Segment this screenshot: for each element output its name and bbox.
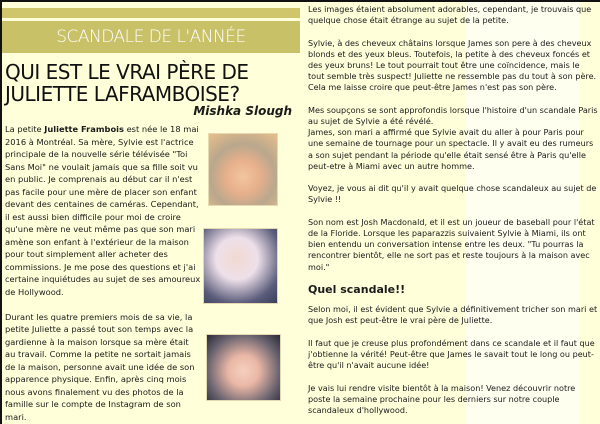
article-title: QUI EST LE VRAI PÈRE DE JULIETTE LAFRAMBOISE? [5,60,249,106]
section-banner: SCANDALE DE L'ANNÉE [2,21,300,53]
paragraph [5,123,201,298]
top-border [0,0,600,2]
paragraph: Voyez, je vous ai dit qu'il y avait quelque chose scandaleux au sujet de Sylvie !! [308,183,597,205]
text: Mes soupçons se sont approfondis lorsque l'histoire d'un scandale Paris au sujet de Sylvie a été révélé. [308,104,598,126]
baby-photo-2 [203,228,278,304]
paragraph: Il faut que je creuse plus profondément dans ce scandale et il faut que j'obtienne la vérité! Peut-être que James le savait tout le long ou peut-être qu'il n'avait aucune idée! [308,337,595,371]
paragraph: Sylvie, à des cheveux châtains lorsque James son pere à des cheveux blonds et des yeux bleus. Toutefois, la petite à des cheveux foncés et des yeux bruns! Le tout pourrait tout être une coïncidence, mais le tout semble très suspect! Juliette ne ressemble pas du tout à son père. Cela me laisse croire que peut-être James n'est pas son père. [308,37,597,93]
baby-photo-1 [208,133,278,206]
paragraph: Je vais lui rendre visite bientôt à la maison! Venez découvrir notre poste la semaine prochaine pour les derniers sur notre couple scandaleux d'hollywood. [308,382,576,415]
paragraph: Durant les quatre premiers mois de sa vie, la petite Juliette a passé tout son temps avec la gardienne à la maison lorsque sa mère était au travail. Comme la petite ne sortait jamais de la maison, personne avait une idée de son apparence physique. Enfin, après cinq mois nous avons finalement vu des photos de la famille sur le compte de Instagram de son mari. [5,311,195,422]
baby-photo-3 [206,334,281,401]
subheading: Quel scandale!! [308,283,406,296]
decorative-band [2,8,300,18]
paragraph: Son nom est Josh Macdonald, et il est un joueur de baseball pour l'état de la Floride. Lorsque les paparazzis suivaient Sylvie à Miami, ils ont bien entendu un conversation intense entre les deux. "Tu pourras la rencontrer bientôt, elle ne sort pas et reste toujours à la maison avec moi." [308,216,595,272]
paragraph [308,105,598,172]
left-border [0,0,2,424]
child-name: Juliette Frambois [44,124,124,134]
paragraph: Selon moi, il est évident que Sylvie a définitivement tricher son mari et que Josh est peut-être le vrai père de Juliette. [308,304,598,326]
text: James, son mari a affirmé que Sylvie avait du aller à pour Paris pour une semaine de tournage pour un spectacle. Il y avait eu des rumeurs a son sujet pendant la période qu'elle était sensé être à Paris qu'elle peut-etre à Miami avec un autre homme. [308,127,594,171]
author-byline: Mishka Slough [193,104,292,118]
left-column [5,123,201,424]
text: est née le 18 mai 2016 à Montréal. Sa mère, Sylvie est l'actrice principale de la nouvelle série télévisée "Toi Sans Moi" ne voulait jamais que sa fille soit vu en public. Je comprenais au début car il n'est pas facile pour une mère de placer son enfant devant des centaines de caméras. Cependant, il est aussi bien difficile pour moi de croire qu'une mère ne veut même pas que son mari amène son enfant à l'extérieur de la maison pour tout simplement aller acheter des commissions. Je me pose des questions et j'ai certaine inquiétudes au sujet de ses amoureux de Hollywood. [5,124,201,297]
paragraph: Les images étaient absolument adorables, cependant, je trouvais que quelque chose était étrange au sujet de la petite. [308,4,592,26]
right-column [308,4,598,424]
text: La petite [5,124,45,134]
